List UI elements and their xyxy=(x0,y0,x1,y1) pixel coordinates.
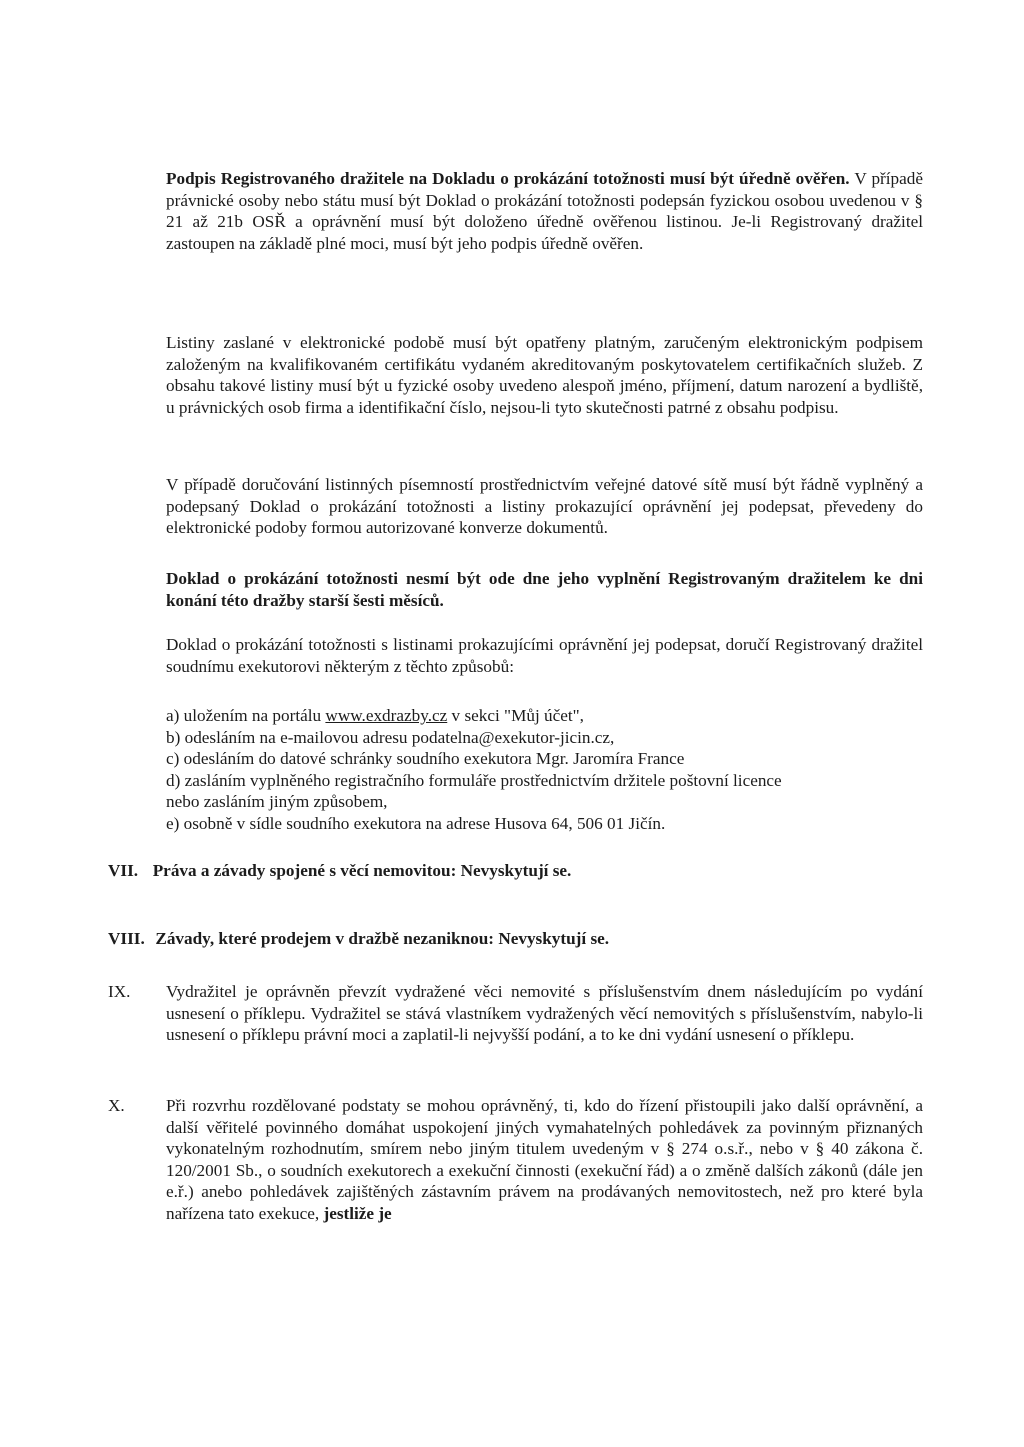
paragraph-electronic-documents: Listiny zaslané v elektronické podobě musí být opatřeny platným, zaručeným elektronickým podpisem založeným na kvalifikovaném certifikátu vydaném akreditovaným poskytovatelem certifikačních služeb. Z obsahu takové listiny musí být u fyzické osoby uvedeno alespoň jméno, příjmení, datum narození a bydliště, u právnických osob firma a identifikační číslo, nejsou-li tyto skutečnosti patrné z obsahu podpisu. xyxy=(166,333,923,417)
delivery-method-post: d) zasláním vyplněného registračního formuláře prostřednictvím držitele poštovní licence nebo zasláním jiným způsobem, xyxy=(166,770,782,812)
delivery-method-in-person: e) osobně v sídle soudního exekutora na adrese Husova 64, 506 01 Jičín. xyxy=(166,813,666,833)
section-vii-number: VII. xyxy=(108,861,139,880)
section-x-body: Při rozvrhu rozdělované podstaty se mohou oprávněný, ti, kdo do řízení přistoupili jako další oprávnění, a další věřitelé povinného domáhat uspokojení jiných vymahatelných pohledávek za povinným přiznaných vykonatelným rozhodnutím, smírem nebo jiným titulem uvedeným v § 274 o.s.ř., nebo v § 40 zákona č. 120/2001 Sb., o soudních exekutorech a exekuční činnosti (exekuční řád) a o změně dalších zákonů (dále jen e.ř.) anebo pohledávek zajištěných zástavním právem na prodávaných nemovitostech, než pro které byla nařízena tato exekuce, jestliže je xyxy=(166,1096,923,1223)
signature-verification-body: V případě právnické osoby nebo státu musí být Doklad o prokázání totožnosti podepsán fyzickou osobou uvedenou v § 21 až 21b OSŘ a oprávnění musí být doloženo úředně ověřenou listinou. Je-li Registrovaný dražitel zastoupen na základě plné moci, musí být jeho podpis úředně ověřen. xyxy=(166,169,923,253)
section-x-number: X. xyxy=(108,1096,125,1115)
portal-link[interactable]: www.exdrazby.cz xyxy=(325,706,448,725)
section-viii-text: Závady, které prodejem v dražbě nezaniknou: Nevyskytují se. xyxy=(155,929,610,948)
delivery-method-email: b) odesláním na e-mailovou adresu podatelna@exekutor-jicin.cz, xyxy=(166,727,615,747)
delivery-method-data-box: c) odesláním do datové schránky soudního exekutora Mgr. Jaromíra France xyxy=(166,749,685,769)
section-ix xyxy=(108,981,923,1046)
section-viii-number: VIII. xyxy=(108,929,145,948)
section-vii-heading xyxy=(108,860,571,882)
paragraph-data-network-delivery: V případě doručování listinných písemností prostřednictvím veřejné datové sítě musí být řádně vyplněný a podepsaný Doklad o prokázání totožnosti a listiny prokazující oprávnění jej podepsat, převedeny do elektronické podoby formou autorizované konverze dokumentů. xyxy=(166,475,923,538)
section-x xyxy=(108,1095,923,1225)
signature-verification-lead: Podpis Registrovaného dražitele na Dokladu o prokázání totožnosti musí být úředně ověřen. xyxy=(166,169,850,188)
section-viii-heading xyxy=(108,928,609,950)
paragraph-document-age-limit: Doklad o prokázání totožnosti nesmí být ode dne jeho vyplnění Registrovaným dražitelem ke dni konání této dražby starší šesti měsíců. xyxy=(166,569,923,610)
section-ix-body: Vydražitel je oprávněn převzít vydražené věci nemovité s příslušenstvím dnem následujícím po vydání usnesení o příklepu. Vydražitel se stává vlastníkem vydražených věcí nemovitých s příslušenstvím, nabylo-li usnesení o příklepu právní moci a zaplatil-li nejvyšší podání, a to ke dni vydání usnesení o příklepu. xyxy=(166,982,923,1045)
section-ix-number: IX. xyxy=(108,982,131,1001)
section-x-bold-tail: jestliže je xyxy=(319,1203,392,1223)
paragraph-delivery-intro: Doklad o prokázání totožnosti s listinami prokazujícími oprávnění jej podepsat, doručí Registrovaný dražitel soudnímu exekutorovi některým z těchto způsobů: xyxy=(166,635,923,676)
paragraph-signature-verification xyxy=(166,168,923,254)
delivery-method-portal: a) uložením na portálu www.exdrazby.cz v sekci "Můj účet", xyxy=(166,706,584,725)
delivery-methods-list xyxy=(166,705,923,835)
section-vii-text: Práva a závady spojené s věcí nemovitou: Nevyskytují se. xyxy=(152,861,572,880)
